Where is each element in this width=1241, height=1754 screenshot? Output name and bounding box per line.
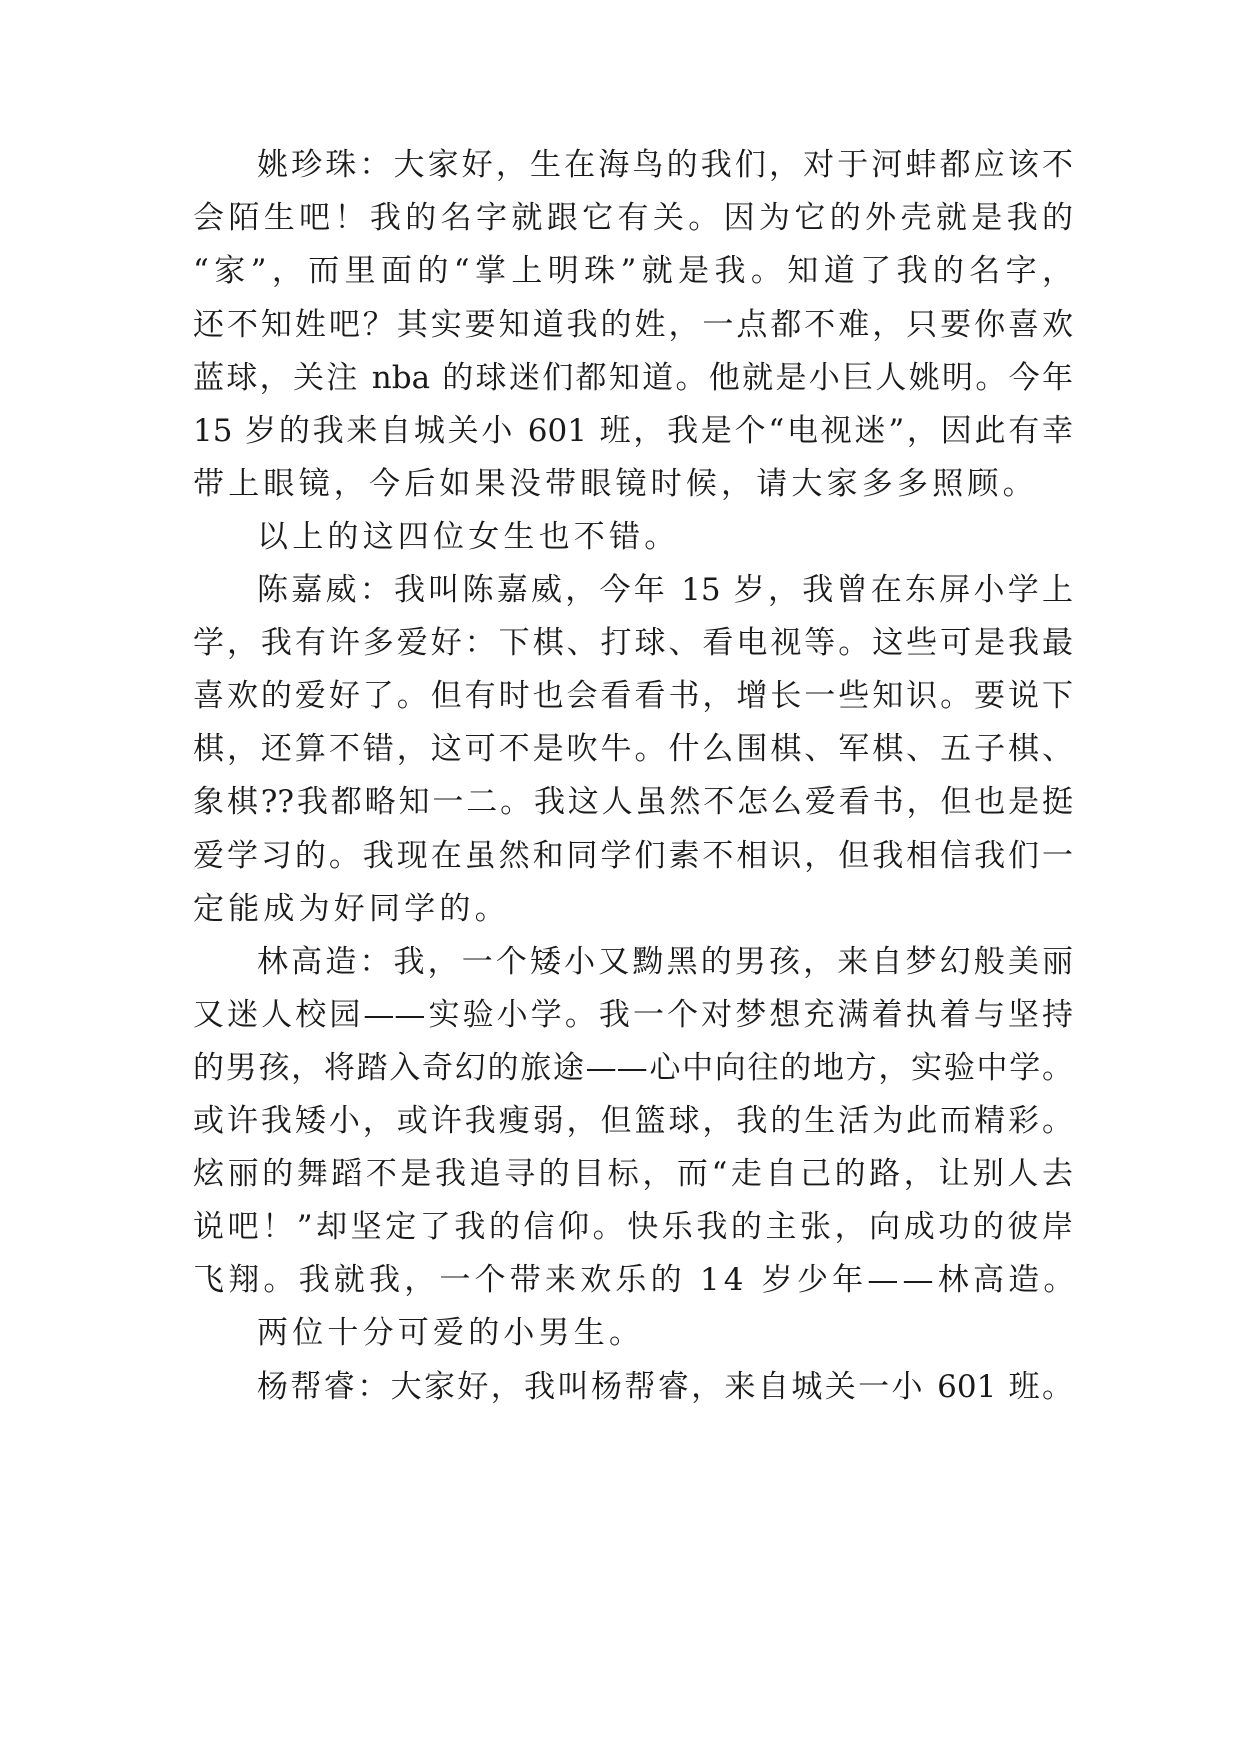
text-line: 飞翔。我就我，一个带来欢乐的 14 岁少年——林高造。 xyxy=(193,1262,1079,1298)
text-line: 姚珍珠：大家好，生在海鸟的我们，对于河蚌都应该不 xyxy=(257,147,1073,183)
text-line: 陈嘉威：我叫陈嘉威，今年 15 岁，我曾在东屏小学上 xyxy=(257,572,1073,608)
text-line: 以上的这四位女生也不错。 xyxy=(257,519,680,555)
text-line: 会陌生吧！我的名字就跟它有关。因为它的外壳就是我的 xyxy=(193,200,1073,236)
text-line: 蓝球，关注 nba 的球迷们都知道。他就是小巨人姚明。今年 xyxy=(193,360,1073,396)
text-line: 杨帮睿：大家好，我叫杨帮睿，来自城关一小 601 班。 xyxy=(257,1369,1073,1405)
text-line: “家”，而里面的“掌上明珠”就是我。知道了我的名字， xyxy=(193,253,1073,289)
text-line: 棋，还算不错，这可不是吹牛。什么围棋、军棋、五子棋、 xyxy=(193,731,1073,767)
text-line: 喜欢的爱好了。但有时也会看看书，增长一些知识。要说下 xyxy=(193,678,1073,714)
text-line: 的男孩，将踏入奇幻的旅途——心中向往的地方，实验中学。 xyxy=(193,1050,1073,1086)
text-line: 学，我有许多爱好：下棋、打球、看电视等。这些可是我最 xyxy=(193,625,1073,661)
text-line: 带上眼镜，今后如果没带眼镜时候，请大家多多照顾。 xyxy=(193,466,1038,502)
text-line: 说吧！”却坚定了我的信仰。快乐我的主张，向成功的彼岸 xyxy=(193,1209,1073,1245)
text-line: 爱学习的。我现在虽然和同学们素不相识，但我相信我们一 xyxy=(193,838,1073,874)
text-line: 又迷人校园——实验小学。我一个对梦想充满着执着与坚持 xyxy=(193,997,1073,1033)
text-line: 15 岁的我来自城关小 601 班，我是个“电视迷”，因此有幸 xyxy=(193,413,1073,449)
text-line: 林高造：我，一个矮小又黝黑的男孩，来自梦幻般美丽 xyxy=(257,944,1073,980)
text-line: 还不知姓吧？其实要知道我的姓，一点都不难，只要你喜欢 xyxy=(193,307,1073,343)
text-line: 两位十分可爱的小男生。 xyxy=(257,1315,645,1351)
text-line: 定能成为好同学的。 xyxy=(193,891,510,927)
text-line: 或许我矮小，或许我瘦弱，但篮球，我的生活为此而精彩。 xyxy=(193,1103,1073,1139)
text-line: 象棋??我都略知一二。我这人虽然不怎么爱看书，但也是挺 xyxy=(193,784,1073,820)
text-line: 炫丽的舞蹈不是我追寻的目标，而“走自己的路，让别人去 xyxy=(193,1156,1073,1192)
